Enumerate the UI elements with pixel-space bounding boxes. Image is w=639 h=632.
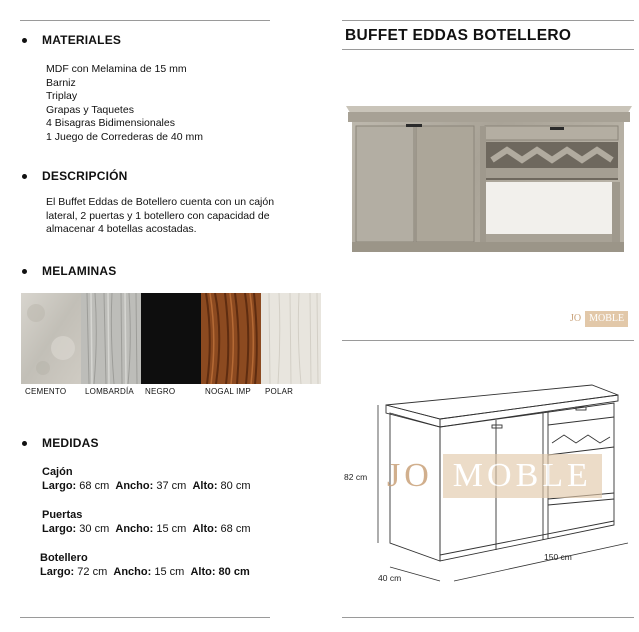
materiales-item: Grapas y Taquetes — [46, 103, 134, 116]
materiales-item: Barniz — [46, 76, 76, 89]
swatch-negro — [141, 293, 201, 400]
left-top-rule — [20, 20, 270, 21]
title-underline — [342, 49, 634, 50]
section-materiales — [22, 33, 121, 47]
logo-part1: JO — [387, 457, 433, 494]
ancho-value: 37 cm — [156, 480, 187, 492]
medidas-cajon — [42, 465, 251, 493]
materiales-item: MDF con Melamina de 15 mm — [46, 63, 187, 75]
alto-value: 68 cm — [220, 523, 251, 535]
bullet-icon — [22, 38, 27, 43]
nogal-texture — [201, 293, 261, 384]
polar-texture — [261, 293, 321, 384]
melamina-swatches — [21, 293, 321, 400]
ancho-label: Ancho: — [113, 566, 152, 578]
left-bottom-rule — [20, 617, 270, 618]
alto-label: Alto: — [192, 480, 218, 492]
right-top-rule — [342, 20, 634, 21]
swatch-polar — [261, 293, 321, 400]
largo-value: 68 cm — [79, 480, 110, 492]
largo-label: Largo: — [40, 566, 75, 578]
bullet-icon — [22, 269, 27, 274]
section-descripcion — [22, 169, 128, 183]
section-title: MEDIDAS — [42, 436, 99, 450]
brand-logo-watermark — [377, 454, 602, 498]
right-bottom-rule — [342, 617, 634, 618]
swatch-label: NEGRO — [141, 384, 201, 400]
alto-label: Alto: — [192, 523, 218, 535]
swatch-lombardia — [81, 293, 141, 400]
negro-texture — [141, 293, 201, 384]
swatch-label: POLAR — [261, 384, 321, 400]
swatch-label: CEMENTO — [21, 384, 81, 400]
ancho-value: 15 cm — [156, 523, 187, 535]
medidas-puertas — [42, 508, 251, 536]
logo-part2: MOBLE — [585, 311, 628, 327]
bullet-icon — [22, 174, 27, 179]
dimension-depth: 40 cm — [378, 573, 402, 583]
medidas-line — [40, 565, 250, 579]
section-medidas — [22, 436, 99, 450]
section-title: DESCRIPCIÓN — [42, 169, 128, 183]
alto-label: Alto: — [190, 566, 216, 578]
medidas-line — [42, 522, 251, 536]
medidas-line — [42, 479, 251, 493]
materiales-list — [46, 63, 203, 144]
swatch-cemento — [21, 293, 81, 400]
medidas-botellero — [40, 551, 250, 579]
materiales-item: 4 Bisagras Bidimensionales — [46, 117, 175, 129]
section-melaminas — [22, 264, 116, 278]
medidas-label: Puertas — [42, 509, 83, 521]
alto-value: 80 cm — [218, 566, 250, 578]
medidas-label: Botellero — [40, 552, 88, 564]
alto-value: 80 cm — [220, 480, 251, 492]
medidas-label: Cajón — [42, 466, 73, 478]
materiales-item: 1 Juego de Correderas de 40 mm — [46, 130, 204, 143]
descripcion-text: El Buffet Eddas de Botellero cuenta con un cajón lateral, 2 puertas y 1 botellero con capacidad de almacenar 4 botellas acostadas. — [46, 196, 275, 235]
materiales-item: Triplay — [46, 90, 78, 102]
largo-value: 72 cm — [77, 566, 108, 578]
ancho-label: Ancho: — [115, 523, 154, 535]
logo-part2: MOBLE — [443, 454, 602, 498]
section-title: MELAMINAS — [42, 264, 117, 278]
ancho-value: 15 cm — [154, 566, 185, 578]
brand-logo-small — [566, 311, 628, 327]
swatch-label: LOMBARDÍA — [81, 384, 141, 400]
product-photo — [342, 98, 634, 258]
cemento-texture — [21, 293, 81, 384]
section-title: MATERIALES — [42, 33, 122, 47]
photo-divider-rule — [342, 340, 634, 341]
swatch-nogal — [201, 293, 261, 400]
dimension-width: 150 cm — [544, 552, 572, 562]
largo-label: Largo: — [42, 523, 77, 535]
dimension-height: 82 cm — [344, 472, 368, 482]
lombardia-texture — [81, 293, 141, 384]
largo-value: 30 cm — [79, 523, 110, 535]
product-title: BUFFET EDDAS BOTELLERO — [345, 27, 572, 44]
bullet-icon — [22, 441, 27, 446]
ancho-label: Ancho: — [115, 480, 154, 492]
largo-label: Largo: — [42, 480, 77, 492]
logo-part1: JO — [570, 313, 582, 324]
swatch-label: NOGAL IMP — [201, 384, 261, 400]
